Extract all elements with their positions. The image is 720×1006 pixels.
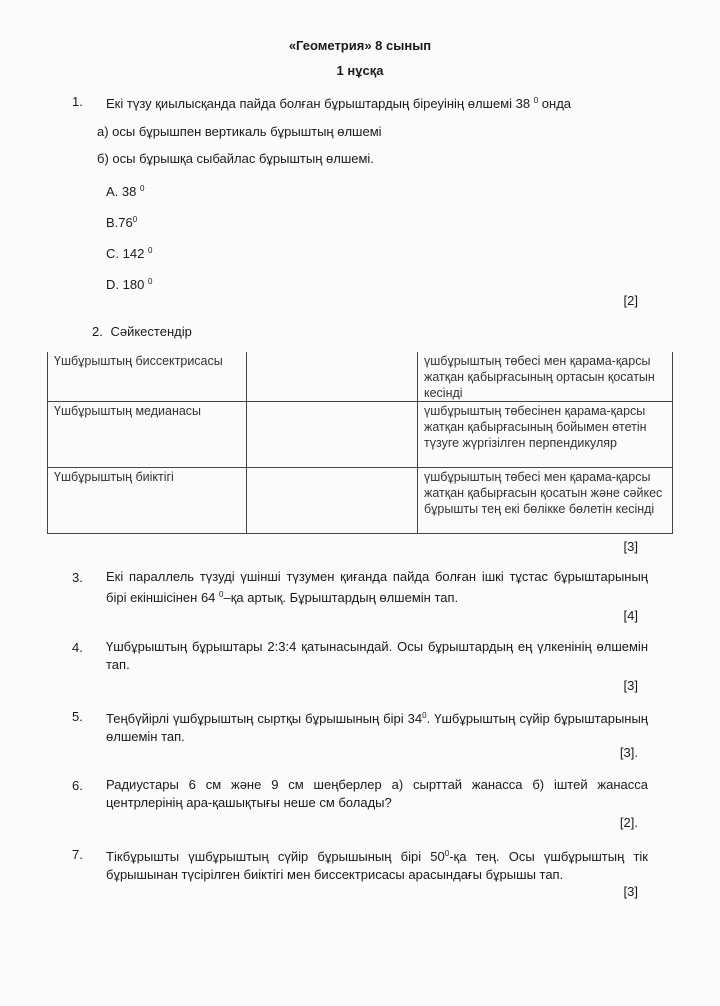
q5-number: 5. <box>72 709 83 724</box>
q1-option-c <box>106 242 152 263</box>
q1-part-b: б) осы бұрышқа сыбайлас бұрыштың өлшемі. <box>97 151 374 166</box>
table-cell-definition: үшбұрыштың төбесінен қарама-қарсы жатқан қабырғасының бойымен өтетін түзуге жүргізілген перпендикуляр <box>418 402 673 468</box>
matching-table <box>47 352 673 534</box>
q5-text <box>106 707 648 746</box>
table-row <box>48 352 673 402</box>
q3-text-b: –қа артық. Бұрыштардың өлшемін тап. <box>223 590 459 605</box>
table-cell-term: Үшбұрыштың биссектрисасы <box>48 352 247 402</box>
q1-option-b <box>106 211 137 232</box>
table-cell-empty <box>247 402 418 468</box>
q6-number: 6. <box>72 778 83 793</box>
q5-text-a: Теңбүйірлі үшбұрыштың сыртқы бұрышының бірі 34 <box>106 711 423 726</box>
q3-degree: 0 <box>219 590 224 599</box>
q5-degree: 0 <box>422 711 427 720</box>
option-degree: 0 <box>139 184 145 193</box>
option-label: A. 38 <box>106 184 137 199</box>
option-degree: 0 <box>147 277 153 286</box>
q3-text <box>106 568 648 607</box>
table-cell-term: Үшбұрыштың медианасы <box>48 402 247 468</box>
option-degree: 0 <box>147 246 153 255</box>
q7-text-b: -қа тең. Осы үшбұрыштың тік бұрышынан түсірілген биіктігі мен биссектрисасы арасындағы бұрышы тап. <box>106 849 648 882</box>
q7-number: 7. <box>72 847 83 862</box>
q2-number: 2. <box>92 324 103 339</box>
q2-score: [3] <box>623 539 638 554</box>
option-label: C. 142 <box>106 246 145 261</box>
table-cell-empty <box>247 352 418 402</box>
q1-text <box>106 92 648 113</box>
q1-part-a: а) осы бұрышпен вертикаль бұрыштың өлшемі <box>97 124 382 139</box>
table-cell-definition: үшбұрыштың төбесі мен қарама-қарсы жатқан қабырғасын қосатын және сәйкес бұрышты тең екі бөлікке бөлетін кесінді <box>418 468 673 534</box>
table-row <box>48 402 673 468</box>
table-cell-definition: үшбұрыштың төбесі мен қарама-қарсы жатқан қабырғасының ортасын қосатын кесінді <box>418 352 673 402</box>
q7-text-a: Тікбұрышты үшбұрыштың сүйір бұрышының бірі 50 <box>106 849 445 864</box>
q4-text: Үшбұрыштың бұрыштары 2:3:4 қатынасындай. Осы бұрыштардың ең үлкенінің өлшемін тап. <box>106 639 648 672</box>
q1-text-main: Екі түзу қиылысқанда пайда болған бұрыштардың біреуінің өлшемі 38 <box>106 96 531 111</box>
q2-title: Сәйкестендір <box>110 324 192 339</box>
table-row <box>48 468 673 534</box>
q1-text-end: онда <box>541 96 572 111</box>
q1-option-a <box>106 180 144 201</box>
q1-score: [2] <box>623 293 638 308</box>
table-cell-empty <box>247 468 418 534</box>
q1-degree: 0 <box>533 96 539 105</box>
table-cell-term: Үшбұрыштың биіктігі <box>48 468 247 534</box>
q7-score: [3] <box>623 884 638 899</box>
option-label: D. 180 <box>106 277 145 292</box>
variant-label: 1 нұсқа <box>336 63 384 78</box>
q3-score: [4] <box>623 608 638 623</box>
page-title: «Геометрия» 8 сынып <box>288 38 432 53</box>
q7-text <box>106 845 648 884</box>
q4-score: [3] <box>623 678 638 693</box>
q5-score: [3]. <box>619 745 638 760</box>
q1-number: 1. <box>72 94 83 109</box>
option-degree: 0 <box>132 215 138 224</box>
q7-degree: 0 <box>444 849 450 858</box>
q1-option-d <box>106 273 152 294</box>
q3-text-a: Екі параллель түзуді үшінші түзумен қиғанда пайда болған ішкі тұстас бұрыштарының бірі екіншісінен 64 <box>106 569 648 605</box>
q6-score: [2]. <box>619 815 638 830</box>
q6-text: Радиустары 6 см және 9 см шеңберлер а) сырттай жанасса б) іштей жанасса центрлерінің ара-қашықтығы неше см болады? <box>106 777 648 810</box>
q2-heading <box>92 323 192 341</box>
q5-text-b: . Үшбұрыштың сүйір бұрыштарының өлшемін тап. <box>106 711 648 744</box>
q4-number: 4. <box>72 640 83 655</box>
option-label: B.76 <box>106 215 133 230</box>
q3-number: 3. <box>72 570 83 585</box>
